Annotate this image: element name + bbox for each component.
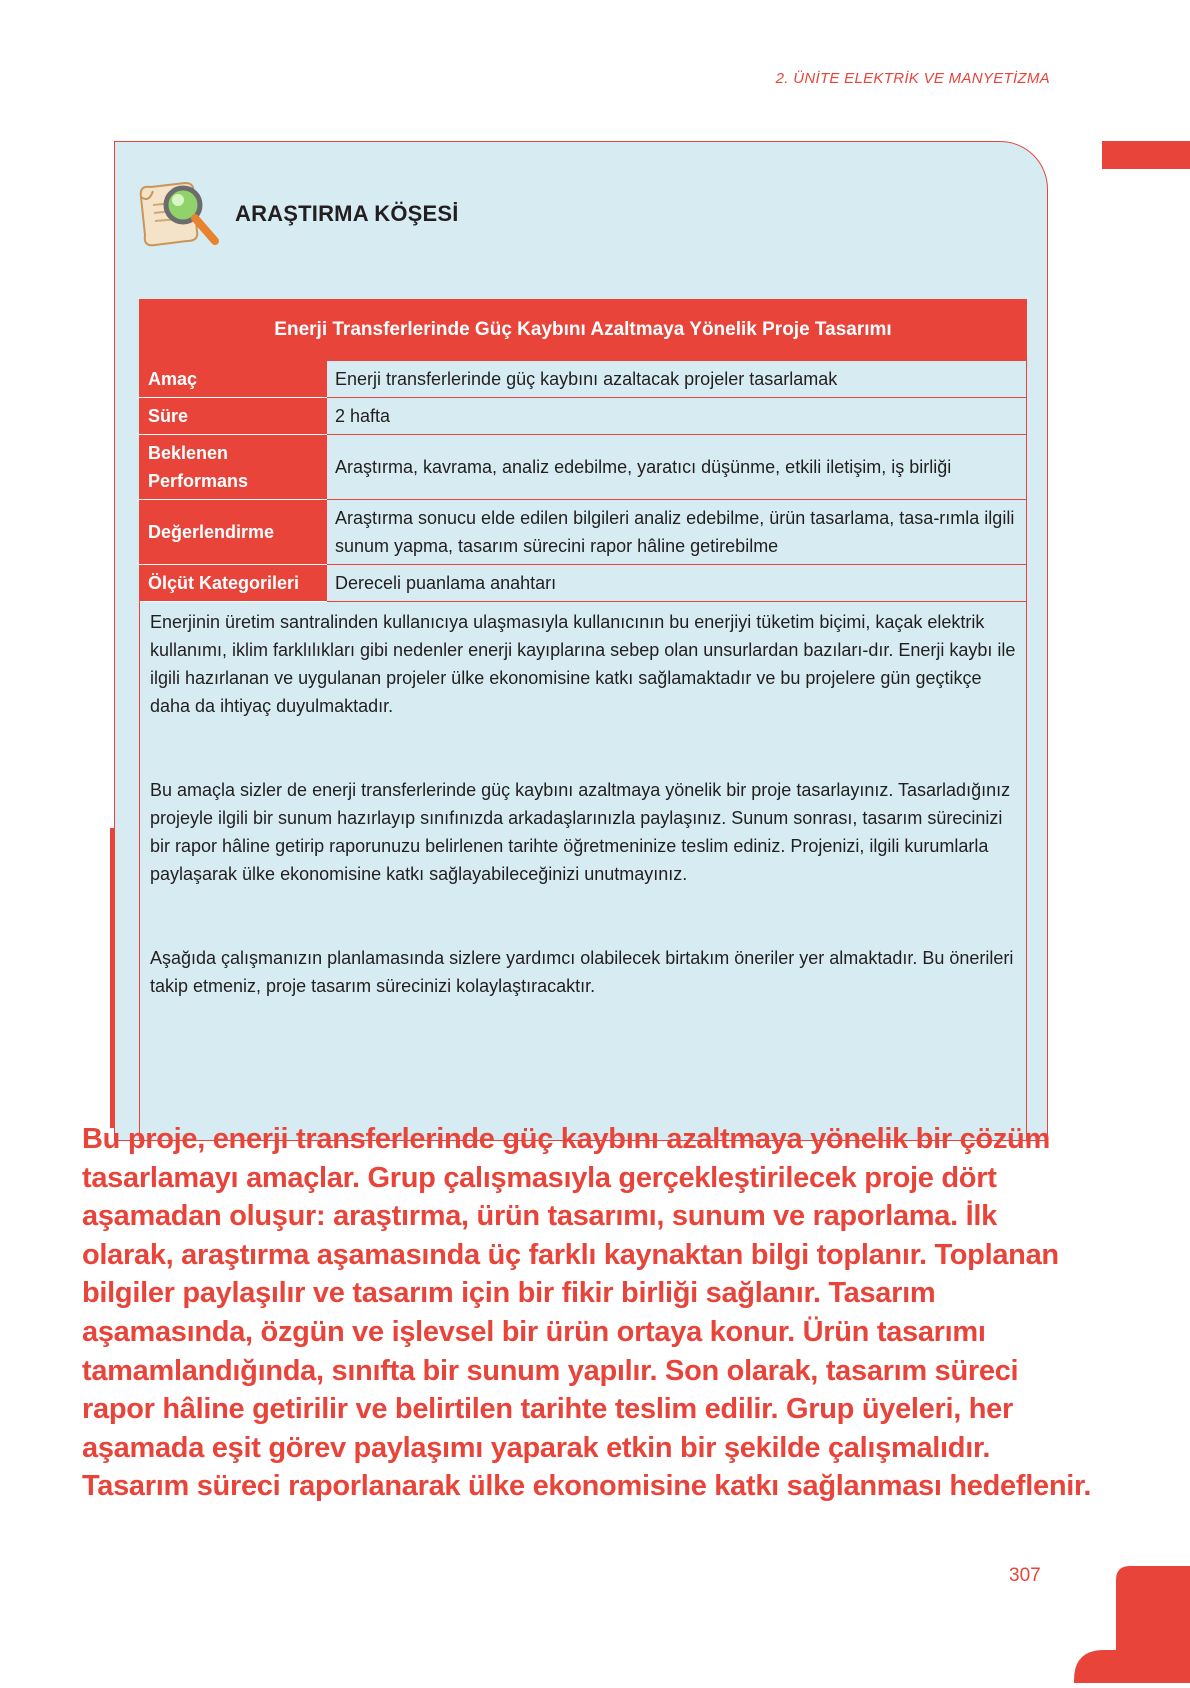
corner-decoration bbox=[1074, 1566, 1190, 1683]
table-row bbox=[140, 361, 1027, 398]
unit-header: 2. ÜNİTE ELEKTRİK VE MANYETİZMA bbox=[775, 70, 1050, 87]
card-header bbox=[135, 174, 459, 254]
card-title: ARAŞTIRMA KÖŞESİ bbox=[235, 201, 459, 226]
magnifier-scroll-icon bbox=[135, 175, 221, 254]
page-tab-marker bbox=[1102, 141, 1190, 169]
table-heading: Enerji Transferlerinde Güç Kaybını Azaltmaya Yönelik Proje Tasarımı bbox=[140, 300, 1027, 361]
description-panel bbox=[139, 579, 1027, 1141]
row-label: Değerlendirme bbox=[140, 500, 327, 565]
summary-overlay-text: Bu proje, enerji transferlerinde güç kaybını azaltmaya yönelik bir çözüm tasarlamayı amaçlar. Grup çalışmasıyla gerçekleştirilecek proje dört aşamadan oluşur: araştırma, ürün tasarımı, sunum ve raporlama. İlk olarak, araştırma aşamasında üç farklı kaynaktan bilgi toplanır. Toplanan bilgiler paylaşılır ve tasarım için bir fikir birliği sağlanır. Tasarım aşamasında, özgün ve işlevsel bir ürün ortaya konur. Ürün tasarımı tamamlandığında, sınıfta bir sunum yapılır. Son olarak, tasarım süreci rapor hâline getirilir ve belirtilen tarihte teslim edilir. Grup üyeleri, her aşamada eşit görev paylaşımı yaparak etkin bir şekilde çalışmalıdır. Tasarım süreci raporlanarak ülke ekonomisine katkı sağlanması hedeflenir. bbox=[82, 1123, 1092, 1503]
table-row bbox=[140, 435, 1027, 500]
research-corner-card bbox=[114, 141, 1048, 1141]
paragraph: Aşağıda çalışmanızın planlamasında sizlere yardımcı olabilecek birtakım öneriler yer almaktadır. Bu önerileri takip etmeniz, proje tasarım sürecinizi kolaylaştıracaktır. bbox=[150, 948, 1014, 996]
row-label: Ölçüt Kategorileri bbox=[140, 565, 327, 602]
row-value: Dereceli puanlama anahtarı bbox=[327, 565, 1027, 602]
project-info-table bbox=[139, 299, 1027, 602]
page-number: 307 bbox=[1009, 1565, 1041, 1586]
paragraph: Enerjinin üretim santralinden kullanıcıya ulaşmasıyla kullanıcının bu enerjiyi tüketim biçimi, kaçak elektrik kullanımı, iklim farklılıkları gibi nedenler enerji kayıplarına sebep olan unsurlardan bazıları-dır. Enerji kaybı ile ilgili hazırlanan ve uygulanan projeler ülke ekonomisine katkı sağlamaktadır ve bu projelere gün geçtikçe daha da ihtiyaç duyulmaktadır. bbox=[150, 612, 1016, 716]
table-row bbox=[140, 500, 1027, 565]
paragraph: Bu amaçla sizler de enerji transferlerinde güç kaybını azaltmaya yönelik bir proje tasarlayınız. Tasarladığınız projeyle ilgili bir sunum hazırlayıp sınıfınızda arkadaşlarınızla paylaşınız. Sunum sonrası, tasarım sürecinizi bir rapor hâline getirip raporunuzu belirlenen tarihte öğretmeninize teslim ediniz. Projenizi, ilgili kurumlarla paylaşarak ülke ekonomisine katkı sağlayabileceğinizi unutmayınız. bbox=[150, 780, 1011, 884]
row-value: Araştırma, kavrama, analiz edebilme, yaratıcı düşünme, etkili iletişim, iş birliği bbox=[327, 435, 1027, 500]
table-row bbox=[140, 398, 1027, 435]
row-value: 2 hafta bbox=[327, 398, 1027, 435]
row-label: Amaç bbox=[140, 361, 327, 398]
row-value: Araştırma sonucu elde edilen bilgileri analiz edebilme, ürün tasarlama, tasa-rımla ilgili sunum yapma, tasarım sürecini rapor hâline getirebilme bbox=[327, 500, 1027, 565]
row-label: Süre bbox=[140, 398, 327, 435]
row-value: Enerji transferlerinde güç kaybını azaltacak projeler tasarlamak bbox=[327, 361, 1027, 398]
row-label: Beklenen Performans bbox=[140, 435, 327, 500]
